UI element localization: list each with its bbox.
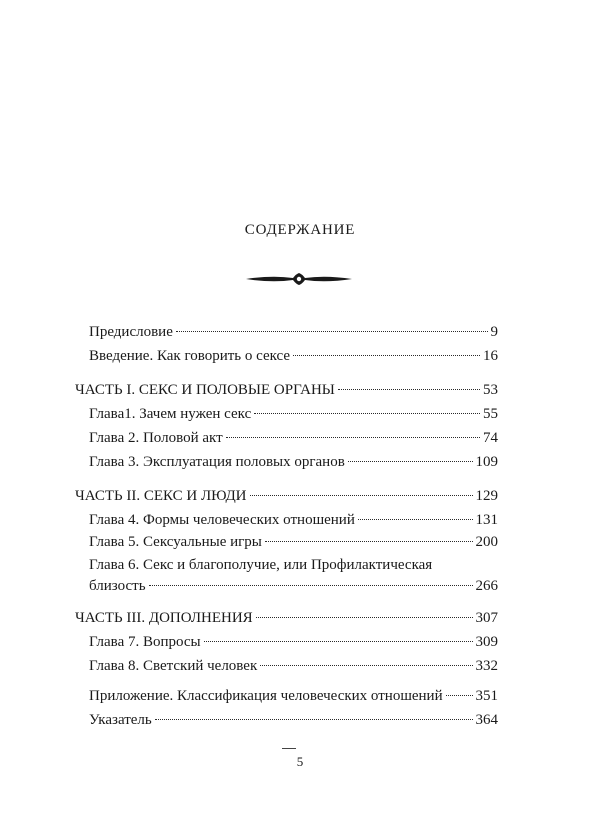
toc-entry-label: Предисловие — [89, 324, 173, 340]
toc-entry-label: Введение. Как говорить о сексе — [89, 348, 291, 364]
toc-entry-label: ЧАСТЬ II. СЕКС И ЛЮДИ — [75, 488, 247, 504]
toc-entry-label: Глава 4. Формы человеческих отношений — [89, 512, 355, 528]
leader-dots — [358, 518, 473, 520]
toc-entry-page: 109 — [475, 454, 498, 470]
leader-dots — [226, 436, 480, 438]
toc-entry-page: 55 — [483, 406, 498, 422]
leader-dots — [176, 330, 488, 332]
toc-entry-page: 351 — [475, 688, 498, 704]
toc-entry — [89, 710, 498, 730]
toc-entry-page: 309 — [475, 634, 498, 650]
leader-dots — [446, 694, 473, 696]
page-number-rule — [282, 748, 296, 749]
toc-entry-page: 53 — [483, 382, 498, 398]
leader-dots — [254, 412, 480, 414]
toc-entry — [89, 576, 498, 596]
toc-heading: СОДЕРЖАНИЕ — [244, 222, 356, 238]
toc-entry — [89, 322, 498, 342]
toc-part-entry — [75, 380, 498, 400]
toc-entry — [89, 656, 498, 676]
toc-entry-page: 332 — [475, 658, 498, 674]
toc-entry-label: ЧАСТЬ III. ДОПОЛНЕНИЯ — [75, 610, 253, 626]
leader-dots — [348, 460, 473, 462]
toc-entry-label: Глава 7. Вопросы — [89, 634, 201, 650]
leader-dots — [204, 640, 473, 642]
toc-entry-label: Указатель — [89, 712, 152, 728]
toc-entry-label: Глава 8. Светский человек — [89, 658, 258, 674]
toc-entry-page: 364 — [475, 712, 498, 728]
toc-entry — [89, 452, 498, 472]
leader-dots — [155, 718, 473, 720]
leader-dots — [149, 584, 473, 586]
leader-dots — [338, 388, 480, 390]
toc-entry — [89, 632, 498, 652]
toc-entry — [89, 346, 498, 366]
toc-entry — [89, 404, 498, 424]
toc-entry-page: 200 — [475, 534, 498, 550]
toc-entry-page: 74 — [483, 430, 498, 446]
toc-entry — [89, 532, 498, 552]
toc-entry — [89, 686, 498, 706]
toc-entry — [89, 428, 498, 448]
toc-entry-page: 307 — [475, 610, 498, 626]
toc-entry — [89, 510, 498, 530]
toc-entry-label: Глава 5. Сексуальные игры — [89, 534, 262, 550]
toc-entry-label-line1: Глава 6. Секс и благополучие, или Профилактическая — [89, 557, 433, 573]
toc-entry-label: Глава1. Зачем нужен секс — [89, 406, 252, 422]
toc-entry-page: 131 — [475, 512, 498, 528]
toc-entry-label: Приложение. Классификация человеческих отношений — [89, 688, 443, 704]
toc-entry-page: 16 — [483, 348, 498, 364]
toc-entry-label-line2: близость — [89, 578, 146, 594]
leader-dots — [260, 664, 472, 666]
leader-dots — [265, 540, 473, 542]
page-number: 5 — [296, 754, 304, 769]
leader-dots — [256, 616, 473, 618]
toc-entry-label: ЧАСТЬ I. СЕКС И ПОЛОВЫЕ ОРГАНЫ — [75, 382, 335, 398]
toc-entry-page: 129 — [475, 488, 498, 504]
toc-part-entry — [75, 608, 498, 628]
toc-entry-page: 266 — [475, 578, 498, 594]
toc-part-entry — [75, 486, 498, 506]
toc-entry-page: 9 — [490, 324, 498, 340]
leader-dots — [293, 354, 480, 356]
leader-dots — [250, 494, 473, 496]
toc-entry-label: Глава 3. Эксплуатация половых органов — [89, 454, 345, 470]
toc-entry-label: Глава 2. Половой акт — [89, 430, 223, 446]
